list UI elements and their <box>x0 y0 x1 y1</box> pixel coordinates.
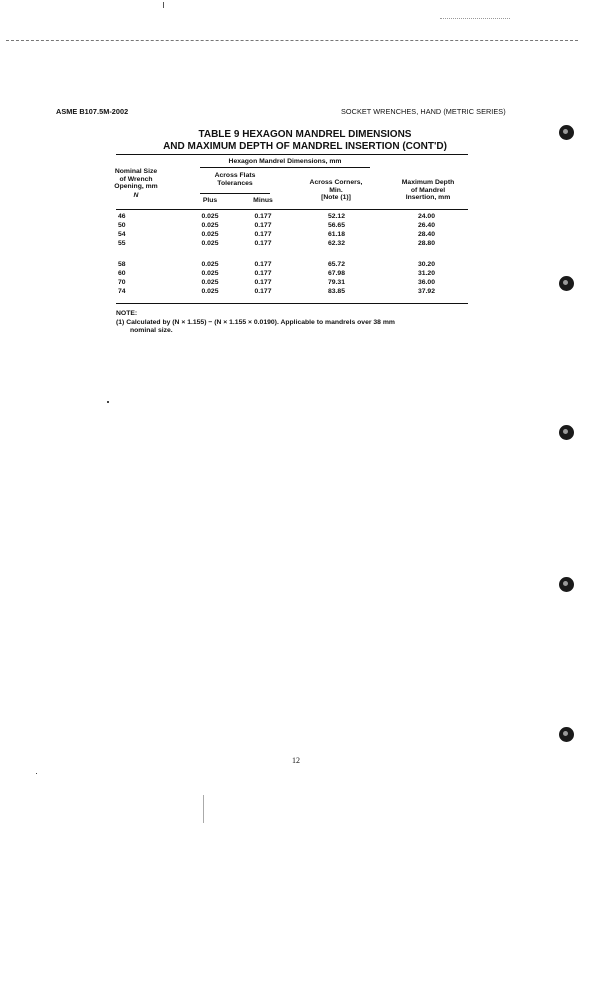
punch-hole-icon <box>559 425 574 440</box>
cell-minus: 0.177 <box>254 261 272 268</box>
cell-plus: 0.025 <box>201 240 219 247</box>
cell-minus: 0.177 <box>254 213 272 220</box>
table-title-line1: TABLE 9 HEXAGON MANDREL DIMENSIONS <box>198 129 412 140</box>
cell-depth: 28.80 <box>417 240 435 247</box>
cell-n: 50 <box>118 222 126 229</box>
cell-n: 55 <box>118 240 126 247</box>
cell-minus: 0.177 <box>254 279 272 286</box>
page-number: 12 <box>292 756 300 765</box>
note-line2: nominal size. <box>130 327 173 335</box>
scan-speck <box>36 773 37 774</box>
cell-corners: 56.65 <box>327 222 345 229</box>
cell-corners: 61.18 <box>327 231 345 238</box>
header-bottom-rule <box>116 209 468 210</box>
cell-depth: 31.20 <box>417 270 435 277</box>
col-across-flats-line1: Across Flats <box>214 172 256 179</box>
cell-n: 70 <box>118 279 126 286</box>
col-across-corners-line3: [Note (1)] <box>321 194 351 202</box>
col-across-flats-line2: Tolerances <box>217 179 253 187</box>
running-header-left: ASME B107.5M-2002 <box>56 107 129 116</box>
cell-n: 60 <box>118 270 126 277</box>
cell-plus: 0.025 <box>201 231 219 238</box>
punch-hole-icon <box>559 727 574 742</box>
cell-plus: 0.025 <box>201 222 219 229</box>
col-across-corners-header <box>300 179 372 202</box>
punch-hole-icon <box>559 577 574 592</box>
col-nominal-line1: Nominal Size <box>114 168 158 175</box>
cell-depth: 24.00 <box>417 213 435 220</box>
scan-speck <box>107 401 109 403</box>
col-nominal-line2: of Wrench <box>119 175 153 183</box>
cell-plus: 0.025 <box>201 288 219 295</box>
group-header-rule <box>200 167 370 168</box>
scan-artifact-mark <box>203 795 204 823</box>
scan-artifact-line <box>440 18 510 19</box>
cell-minus: 0.177 <box>254 240 272 247</box>
note-line1: (1) Calculated by (N × 1.155) − (N × 1.155 × 0.0190). Applicable to mandrels over 38 mm <box>116 319 395 326</box>
cell-corners: 83.85 <box>327 288 345 295</box>
col-nominal-line3: Opening, mm <box>114 183 158 191</box>
cell-minus: 0.177 <box>254 222 272 229</box>
cell-depth: 36.00 <box>417 279 435 286</box>
cell-corners: 62.32 <box>327 240 345 247</box>
running-header-right: SOCKET WRENCHES, HAND (METRIC SERIES) <box>341 107 506 116</box>
punch-hole-icon <box>559 276 574 291</box>
cell-n: 58 <box>118 261 126 268</box>
group-header: Hexagon Mandrel Dimensions, mm <box>228 158 342 165</box>
cell-depth: 30.20 <box>417 261 435 268</box>
col-nominal-header <box>110 168 162 199</box>
note-text <box>116 319 476 336</box>
punch-hole-icon <box>559 125 574 140</box>
cell-minus: 0.177 <box>254 270 272 277</box>
table-top-rule <box>116 154 468 155</box>
cell-minus: 0.177 <box>254 288 272 295</box>
cell-depth: 28.40 <box>417 231 435 238</box>
col-max-depth-line2: of Mandrel <box>410 186 446 194</box>
across-flats-rule <box>200 193 270 194</box>
cell-corners: 67.98 <box>327 270 345 277</box>
cell-corners: 52.12 <box>327 213 345 220</box>
scan-artifact-mark <box>163 2 164 8</box>
note-label: NOTE: <box>116 310 138 317</box>
cell-plus: 0.025 <box>201 261 219 268</box>
col-nominal-symbol: N <box>133 191 139 199</box>
cell-n: 46 <box>118 213 126 220</box>
col-plus-header: Plus <box>202 197 218 204</box>
scan-artifact-line <box>6 40 578 41</box>
cell-depth: 37.92 <box>417 288 435 295</box>
col-minus-header: Minus <box>253 197 273 204</box>
table-title-line2: AND MAXIMUM DEPTH OF MANDREL INSERTION (CONT'D) <box>163 140 447 152</box>
col-across-flats-header <box>200 172 270 187</box>
cell-corners: 79.31 <box>327 279 345 286</box>
col-across-corners-line1: Across Corners, <box>309 179 363 186</box>
cell-plus: 0.025 <box>201 279 219 286</box>
cell-n: 74 <box>118 288 126 295</box>
cell-corners: 65.72 <box>327 261 345 268</box>
cell-plus: 0.025 <box>201 213 219 220</box>
table-title <box>100 129 510 152</box>
cell-minus: 0.177 <box>254 231 272 238</box>
cell-plus: 0.025 <box>201 270 219 277</box>
col-max-depth-header <box>390 179 466 202</box>
col-across-corners-line2: Min. <box>329 186 343 194</box>
cell-n: 54 <box>118 231 126 238</box>
col-max-depth-line3: Insertion, mm <box>405 194 451 202</box>
table-bottom-rule <box>116 303 468 304</box>
cell-depth: 26.40 <box>417 222 435 229</box>
col-max-depth-line1: Maximum Depth <box>401 179 455 186</box>
